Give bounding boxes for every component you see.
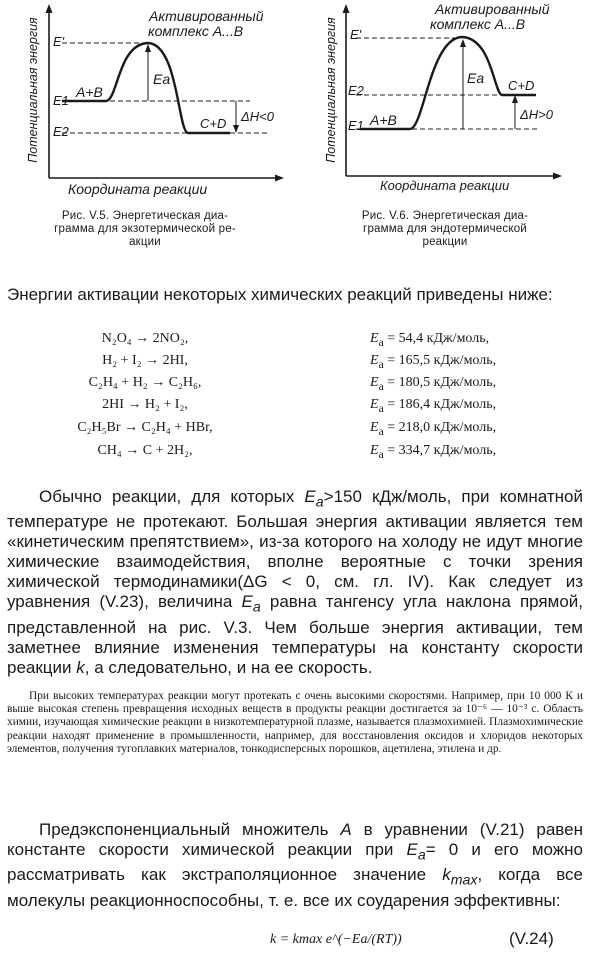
activation-energy: $E_a = 186,4$ кДж/моль, bbox=[370, 397, 497, 415]
reaction-equation: N₂O₄ → 2NO₂, bbox=[101, 331, 189, 346]
figure-v6-caption bbox=[300, 210, 590, 249]
caption-v6-line3: реакции bbox=[422, 236, 468, 248]
p1-text-d: см. гл. IV). Как следует из уравнения (V.23), величина bbox=[7, 572, 583, 612]
reaction-equation: CH₄ → C + 2H₂, bbox=[97, 443, 193, 458]
ea-symbol: $E_a$ bbox=[406, 840, 426, 864]
small-print-plasma-chemistry: При высоких температурах реакции могут протекать с очень высокими скоростями. Например, при 10 000 К и выше высокая степень превращения исходных веществ в продукты реакции достигается за 10⁻⁶ — 10⁻³ с. Область химии, изучающая химические реакции в низкотемпературной плазме, называется плазмохимией. Плазмохимические реакции находят применение в промышленности, например, для восстановления оксидов и хлоридов некоторых элементов, получения тугоплавких материалов, тонкодисперсных порошков, ацетилена, этилена и др. bbox=[7, 690, 583, 755]
caption-v6-line1: Рис. V.6. Энергетическая диа- bbox=[361, 210, 529, 222]
x-axis-label: Координата реакции bbox=[68, 181, 208, 197]
ea-label: Ea bbox=[153, 71, 171, 87]
reaction-equation: C₂H₄ + H₂ → C₂H₆, bbox=[88, 375, 202, 390]
ea-value: 180,5 bbox=[398, 375, 431, 390]
p2-text-a: Предэкспоненциальный множитель bbox=[39, 820, 329, 839]
y-axis-arrow-icon bbox=[343, 4, 350, 13]
x-axis-arrow-icon bbox=[275, 175, 284, 182]
e1-label: E1 bbox=[348, 118, 364, 133]
p2-text-d: , когда все молекулы реакционноспособны, т. е. все их соударения эффективны: bbox=[7, 865, 583, 910]
p2-text-b: в уравнении (V.21) равен константе скорости химической реакции при bbox=[7, 820, 583, 859]
paragraph-activation-energy bbox=[7, 487, 583, 678]
reaction-row bbox=[0, 353, 590, 375]
p1-text-c: (ΔG < 0, bbox=[237, 572, 320, 592]
activation-energy: $E_a = 334,7$ кДж/моль, bbox=[370, 443, 497, 461]
figure-v5-diagram bbox=[0, 0, 290, 200]
ea-unit: кДж/моль, bbox=[433, 397, 497, 412]
figure-v5-caption bbox=[0, 210, 290, 249]
activation-energy: $E_a = 165,5$ кДж/моль, bbox=[370, 353, 497, 371]
ea-unit: кДж/моль, bbox=[433, 420, 497, 435]
e1-label: E1 bbox=[53, 93, 69, 108]
ea-value: 165,5 bbox=[398, 353, 431, 368]
equation-number: (V.24) bbox=[509, 929, 554, 948]
k-symbol: k bbox=[76, 657, 85, 677]
ea-unit: кДж/моль, bbox=[433, 375, 497, 390]
y-axis-arrow-icon bbox=[46, 4, 53, 13]
p2-text-c: = 0 и его можно рассматривать как экстраполяционное значение bbox=[7, 840, 583, 885]
ea-value: 186,4 bbox=[398, 397, 431, 412]
ea-unit: кДж/моль, bbox=[426, 331, 490, 346]
complex-label-line1: Активированный bbox=[435, 1, 550, 17]
p1-text-b: >150 кДж/моль, при комнатной температуре не протекают. Большая энергия активации является тем «кинетическим препятствием», из-за которого на холоду не идут многие химические взаимодействия, вполне вероятные с точки зрения химической термодинамики bbox=[7, 487, 583, 592]
reactants-label: A+B bbox=[370, 112, 397, 128]
caption-v6-line2: грамма для эндотермической bbox=[363, 223, 527, 235]
ea-value: 334,7 bbox=[398, 443, 431, 458]
dh-label: ΔH<0 bbox=[241, 109, 274, 124]
reaction-equation: C₂H₅Br → C₂H₄ + HBr, bbox=[77, 420, 213, 435]
reaction-row bbox=[0, 420, 590, 442]
reaction-equation: H₂ + I₂ → 2HI, bbox=[102, 353, 188, 368]
y-axis-label: Потенциальная энергия bbox=[26, 17, 40, 163]
activation-energy: $E_a = 218,0$ кДж/моль, bbox=[370, 420, 497, 438]
y-axis-label: Потенциальная энергия bbox=[324, 17, 338, 163]
caption-v5-line2: грамма для экзотермической ре- bbox=[54, 223, 236, 235]
ea-arrow-icon bbox=[460, 39, 466, 47]
dh-arrow-icon bbox=[233, 125, 239, 133]
e-prime-label: E' bbox=[53, 34, 65, 49]
p1-text-e: равна тангенсу угла наклона прямой, представленной на рис. V.3. Чем больше энергия активации, тем заметнее влияние изменения температуры на константу скорости реакции bbox=[7, 592, 583, 677]
products-label: C+D bbox=[508, 78, 535, 93]
ea-value: 218,0 bbox=[398, 420, 431, 435]
p1-text-a: Обычно реакции, для которых bbox=[39, 487, 295, 506]
paragraph-preexponential bbox=[7, 820, 583, 911]
complex-label-line2: комплекс А...В bbox=[430, 16, 526, 32]
kmax-symbol: $k_{max}$ bbox=[442, 865, 478, 889]
reaction-row bbox=[0, 443, 590, 465]
activation-energy: $E_a = 180,5$ кДж/моль, bbox=[370, 375, 497, 393]
ea-unit: кДж/моль, bbox=[433, 443, 497, 458]
reactants-label: A+B bbox=[76, 84, 103, 100]
intro-paragraph: Энергии активации некоторых химических реакций приведены ниже: bbox=[7, 285, 553, 304]
ea-unit: кДж/моль, bbox=[433, 353, 497, 368]
reaction-row bbox=[0, 397, 590, 419]
a-symbol: A bbox=[340, 820, 352, 839]
products-label: C+D bbox=[200, 116, 227, 131]
reaction-equation: 2HI → H₂ + I₂, bbox=[102, 397, 188, 412]
ea-arrow-icon bbox=[145, 44, 151, 52]
ea-value: 54,4 bbox=[398, 331, 424, 346]
caption-v5-line1: Рис. V.5. Энергетическая диа- bbox=[61, 210, 229, 222]
reaction-row bbox=[0, 375, 590, 397]
ea-symbol: $E_a$ bbox=[304, 487, 324, 511]
caption-v5-line3: акции bbox=[129, 236, 161, 248]
figure-v5 bbox=[0, 0, 290, 200]
formula-v24: k = kmax e^(−Ea/(RT)) bbox=[270, 932, 402, 947]
x-axis-arrow-icon bbox=[553, 173, 562, 180]
x-axis-label: Координата реакции bbox=[380, 178, 510, 193]
figure-v6 bbox=[300, 0, 590, 200]
reaction-row bbox=[0, 331, 590, 353]
activation-energy: $E_a = 54,4$ кДж/моль, bbox=[370, 331, 490, 349]
complex-label-line2: комплекс А...В bbox=[148, 23, 244, 39]
p1-text-f: , а следовательно, и на ее скорость. bbox=[84, 657, 373, 677]
e2-label: E2 bbox=[348, 83, 364, 98]
e-prime-label: E' bbox=[350, 27, 362, 42]
complex-label-line1: Активированный bbox=[149, 8, 264, 24]
e2-label: E2 bbox=[53, 124, 69, 139]
ea-symbol: $E_a$ bbox=[241, 592, 261, 616]
dh-label: ΔH>0 bbox=[520, 107, 553, 122]
ea-label: Ea bbox=[467, 70, 485, 86]
